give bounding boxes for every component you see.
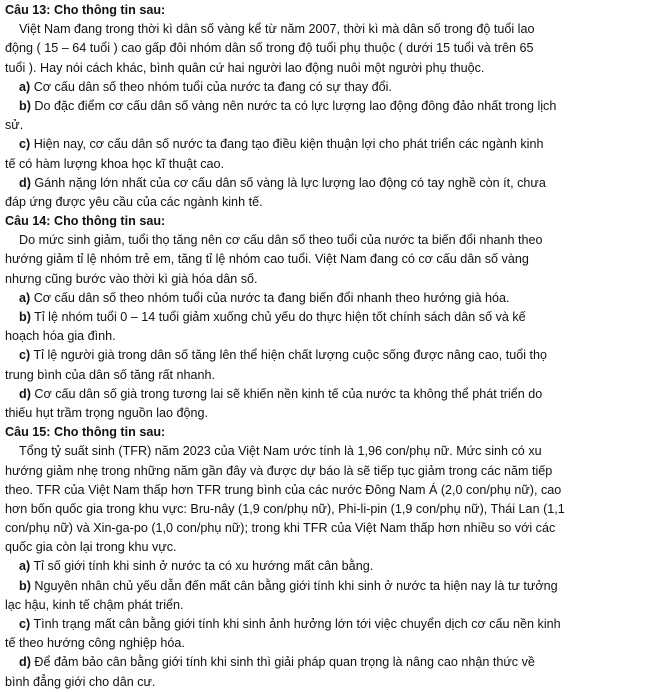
option-label: b) bbox=[19, 578, 31, 593]
option-text: Cơ cấu dân số già trong tương lai sẽ khiến nền kinh tế của nước ta không thể phát triển do bbox=[34, 386, 543, 401]
question-13-option-a bbox=[5, 78, 653, 97]
question-15-option-b bbox=[5, 577, 653, 596]
option-continuation: lạc hậu, kinh tế chậm phát triển. bbox=[5, 597, 184, 612]
option-label: b) bbox=[19, 98, 31, 113]
option-text: Tỉ lệ nhóm tuổi 0 – 14 tuổi giảm xuống chủ yếu do thực hiện tốt chính sách dân số và kế bbox=[34, 310, 526, 324]
option-text: Tỉ số giới tính khi sinh ở nước ta có xu hướng mất cân bằng. bbox=[33, 559, 374, 574]
option-label: b) bbox=[19, 310, 31, 324]
option-label: d) bbox=[19, 175, 31, 190]
option-text: Tỉ lệ người già trong dân số tăng lên thể hiện chất lượng cuộc sống được nâng cao, tuổi thọ bbox=[33, 348, 548, 363]
question-14-option-b bbox=[5, 308, 653, 327]
option-label: c) bbox=[19, 348, 31, 363]
question-14-option-c bbox=[5, 346, 653, 365]
question-14-title: Câu 14: Cho thông tin sau: bbox=[5, 214, 166, 229]
option-continuation: tế có hàm lượng khoa học kĩ thuật cao. bbox=[5, 156, 225, 171]
question-15-title: Câu 15: Cho thông tin sau: bbox=[5, 425, 166, 440]
option-label: c) bbox=[19, 137, 31, 152]
question-13-title: Câu 13: Cho thông tin sau: bbox=[5, 3, 166, 17]
question-14-passage-line: nhưng cũng bước vào thời kì già hóa dân số. bbox=[5, 271, 258, 286]
option-text: Hiện nay, cơ cấu dân số nước ta đang tạo điều kiện thuận lợi cho phát triển các ngành kinh bbox=[33, 137, 544, 152]
option-label: d) bbox=[19, 655, 31, 670]
question-13-passage-line: tuổi ). Hay nói cách khác, bình quân cứ hai người lao động nuôi một người phụ thuộc. bbox=[5, 60, 485, 75]
question-15-option-c bbox=[5, 615, 653, 634]
question-13-passage-line: động ( 15 – 64 tuổi ) cao gấp đôi nhóm dân số trong độ tuổi phụ thuộc ( dưới 15 tuổi và trên 65 bbox=[5, 41, 534, 56]
question-15-passage-line: quốc gia còn lại trong khu vực. bbox=[5, 540, 177, 555]
option-text: Cơ cấu dân số theo nhóm tuổi của nước ta đang có sự thay đổi. bbox=[33, 79, 392, 94]
option-label: a) bbox=[19, 559, 31, 574]
option-text: Nguyên nhân chủ yếu dẫn đến mất cân bằng giới tính khi sinh ở nước ta hiện nay là tư tưởng bbox=[34, 578, 558, 593]
question-13-option-c bbox=[5, 135, 653, 154]
question-15-option-d bbox=[5, 653, 653, 672]
option-text: Tình trạng mất cân bằng giới tính khi sinh ảnh hưởng lớn tới việc chuyển dịch cơ cấu nền kinh bbox=[33, 617, 561, 631]
question-14-option-a bbox=[5, 289, 653, 308]
question-13-option-d bbox=[5, 174, 653, 193]
question-15-passage-line: Tổng tỷ suất sinh (TFR) năm 2023 của Việt Nam ước tính là 1,96 con/phụ nữ. Mức sinh có xu bbox=[19, 444, 542, 459]
option-text: Do đặc điểm cơ cấu dân số vàng nên nước ta có lực lượng lao động đông đảo nhất trong lịch bbox=[34, 98, 557, 113]
question-15-passage-line: hơn bốn quốc gia trong khu vực: Bru-nây (1,9 con/phụ nữ), Phi-li-pin (1,9 con/phụ nữ), Thái Lan (1,1 bbox=[5, 501, 565, 516]
option-label: c) bbox=[19, 617, 31, 631]
option-label: d) bbox=[19, 386, 31, 401]
option-continuation: đáp ứng được yêu cầu của các ngành kinh tế. bbox=[5, 194, 263, 209]
option-continuation: sử. bbox=[5, 118, 24, 133]
question-15-passage-line: theo. TFR của Việt Nam thấp hơn TFR trung bình của các nước Đông Nam Á (2,0 con/phụ nữ), cao bbox=[5, 482, 562, 497]
question-13-option-b bbox=[5, 97, 653, 116]
document-page bbox=[5, 1, 653, 692]
option-text: Cơ cấu dân số theo nhóm tuổi của nước ta đang biến đổi nhanh theo hướng già hóa. bbox=[33, 290, 510, 305]
option-continuation: tế theo hướng công nghiệp hóa. bbox=[5, 636, 185, 651]
option-label: a) bbox=[19, 79, 31, 94]
option-label: a) bbox=[19, 290, 31, 305]
option-continuation: thiếu hụt trầm trọng nguồn lao động. bbox=[5, 405, 209, 420]
option-text: Để đảm bảo cân bằng giới tính khi sinh thì giải pháp quan trọng là nâng cao nhận thức về bbox=[34, 655, 535, 670]
question-13-passage-line: Việt Nam đang trong thời kì dân số vàng kể từ năm 2007, thời kì mà dân số trong độ tuổi lao bbox=[19, 22, 535, 37]
option-continuation: hoạch hóa gia đình. bbox=[5, 329, 116, 344]
question-15-option-a bbox=[5, 557, 653, 576]
question-15-passage-line: hướng giảm nhẹ trong những năm gần đây và được dự báo là sẽ tiếp tục giảm trong các năm tiếp bbox=[5, 463, 553, 478]
option-text: Gánh nặng lớn nhất của cơ cấu dân số vàng là lực lượng lao động có tay nghề còn ít, chưa bbox=[34, 175, 546, 190]
question-14-passage-line: Do mức sinh giảm, tuổi thọ tăng nên cơ cấu dân số theo tuổi của nước ta biến đổi nhanh theo bbox=[19, 233, 543, 248]
option-continuation: trung bình của dân số tăng rất nhanh. bbox=[5, 367, 216, 382]
question-14-passage-line: hướng giảm tỉ lệ nhóm trẻ em, tăng tỉ lệ nhóm cao tuổi. Việt Nam đang có cơ cấu dân số vàng bbox=[5, 252, 529, 267]
question-14-option-d bbox=[5, 385, 653, 404]
question-15-passage-line: con/phụ nữ) và Xin-ga-po (1,0 con/phụ nữ); trong khi TFR của Việt Nam thấp hơn nhiều so với các bbox=[5, 521, 556, 536]
option-continuation: bình đẳng giới cho dân cư. bbox=[5, 674, 156, 689]
